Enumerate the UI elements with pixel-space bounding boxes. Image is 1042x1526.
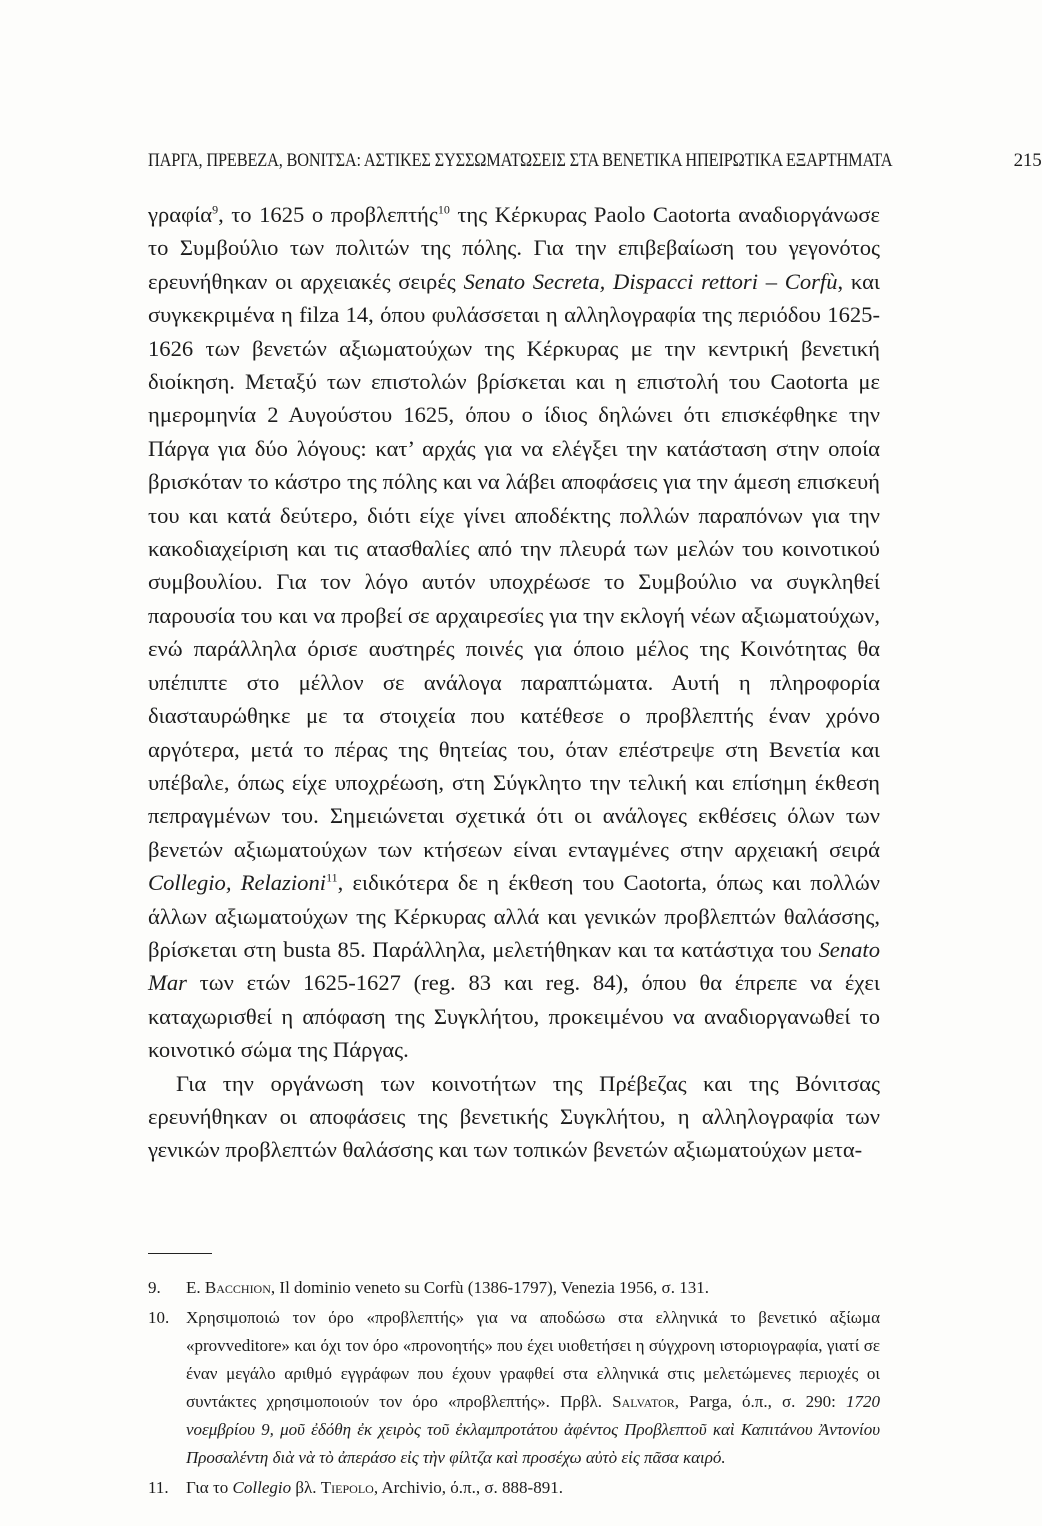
italic-archive-series: Collegio, Relazioni bbox=[148, 870, 327, 896]
footnote-10 bbox=[148, 1304, 880, 1472]
text-run: Χρησιμοποιώ τον όρο «προβλεπτής» για να αποδώσω στα ελληνικά το βενετικό αξίωμα «provveditore» και όχι τον όρο «προνοητής» που έχει υιοθετήσει η σύγχρονη ιστοριογραφία, γιατί σε έναν μεγάλο αριθμό εγγράφων που έχουν γραφθεί στα ελληνικά στις μελετώμενες περιοχές οι συντάκτες χρησιμοποιούν τον όρο «προβλεπτής». Πρβλ. bbox=[186, 1307, 880, 1411]
footnote-text bbox=[186, 1304, 880, 1472]
paragraph-2: Για την οργάνωση των κοινοτήτων της Πρέβεζας και της Βόνιτσας ερευνήθηκαν οι αποφάσεις της βενετικής Συγκλήτου, η αλληλογραφία των γενικών προβλεπτών θαλάσσης και των τοπικών βενετών αξιωματούχων μετα- bbox=[148, 1070, 880, 1163]
text-run: , Il dominio veneto su Corfù (1386-1797), Venezia 1956, σ. 131. bbox=[270, 1277, 709, 1297]
footnote-divider bbox=[148, 1253, 212, 1254]
footnote-number: 10. bbox=[148, 1307, 170, 1327]
italic-archive-series: Senato Mar bbox=[148, 936, 880, 996]
text-run: , Archivio, ό.π., σ. 888-891. bbox=[373, 1477, 563, 1497]
footnote-number: 9. bbox=[148, 1277, 161, 1297]
page-number: 215 bbox=[1013, 150, 1042, 171]
footnote-9 bbox=[148, 1274, 880, 1302]
body-text bbox=[148, 198, 880, 1167]
footnote-ref-9: 9 bbox=[212, 202, 219, 217]
footnote-author: Salvator bbox=[612, 1391, 675, 1411]
running-head-title: ΠΑΡΓΑ, ΠΡΕΒΕΖΑ, ΒΟΝΙΤΣΑ: ΑΣΤΙΚΕΣ ΣΥΣΣΩΜΑΤΩΣΕΙΣ ΣΤΑ ΒΕΝΕΤΙΚΑ ΗΠΕΙΡΩΤΙΚΑ ΕΞΑΡΤΗΜΑΤΑ bbox=[148, 150, 893, 171]
footnote-number: 11. bbox=[148, 1477, 169, 1497]
footnote-author: E. Bacchion bbox=[186, 1277, 271, 1297]
footnotes bbox=[148, 1274, 880, 1502]
footnote-text bbox=[186, 1474, 880, 1502]
footnote-author: Tiepolo bbox=[320, 1477, 374, 1497]
text-run: της Κέρκυρας Paolo Caotorta αναδιοργάνωσε το Συμβούλιο των πολιτών της πόλης. Για την επιβεβαίωση του γεγονότος ερευνήθηκαν οι αρχειακές σειρές bbox=[148, 202, 880, 294]
italic-archive-series: Senato Secreta, Dispacci rettori – Corfù bbox=[463, 268, 838, 294]
italic-archive-series: Collegio bbox=[232, 1477, 292, 1497]
footnote-ref-10: 10 bbox=[437, 202, 450, 217]
text-run: βλ. bbox=[291, 1477, 321, 1497]
paragraph-1 bbox=[148, 198, 880, 1067]
text-run: , και συγκεκριμένα η filza 14, όπου φυλάσσεται η αλληλογραφία της περιόδου 1625-1626 των βενετών αξιωματούχων της Κέρκυρας με την κεντρική βενετική διοίκηση. Μεταξύ των επιστολών βρίσκεται και η επιστολή του Caotorta με ημερομηνία 2 Αυγούστου 1625, όπου ο ίδιος δηλώνει ότι επισκέφθηκε την Πάργα για δύο λόγους: κατ’ αρχάς για να ελέγξει την κατάσταση στην οποία βρισκόταν το κάστρο της πόλης και να λάβει αποφάσεις για την άμεση επισκευή του και κατά δεύτερο, διότι είχε γίνει αποδέκτης πολλών παραπόνων για την κακοδιαχείριση και τις ατασθαλίες από την πλευρά των μελών του κοινοτικού συμβουλίου. Για τον λόγο αυτόν υποχρέωσε το Συμβούλιο να συγκληθεί παρουσία του και να προβεί σε αρχαιρεσίες για την εκλογή νέων αξιωματούχων, ενώ παράλληλα όρισε αυστηρές ποινές για όποιο μέλος της Κοινότητας θα υπέπιπτε στο μέλλον σε ανάλογα παραπτώματα. Αυτή η πληροφορία διασταυρώθηκε με τα στοιχεία που κατέθεσε ο προβλεπτής έναν χρόνο αργότερα, μετά το πέρας της θητείας του, όταν επέστρεψε στη Βενετία και υπέβαλε, όπως είχε υποχρέωση, στη Σύγκλητο την τελική και επίσημη έκθεση πεπραγμένων του. Σημειώνεται σχετικά ότι οι ανάλογες εκθέσεις όλων των βενετών αξιωματούχων των κτήσεων είναι ενταγμένες στην αρχειακή σειρά bbox=[148, 268, 880, 862]
footnote-ref-11: 11 bbox=[326, 870, 338, 885]
footnote-quote: 1720 νοεμβρίου 9, μοῦ ἐδόθη ἐκ χειρὸς τοῦ ἐκλαμπροτάτου ἀφέντος Προβλεπτοῦ καὶ Καπιτάνου Ἀντονίου Προσαλέντη διὰ νὰ τὸ ἀπεράσο εἰς τὴν φίλτζα καὶ προσέχω αὐτὸ εἰς πᾶσα καιρό. bbox=[186, 1391, 881, 1467]
running-head bbox=[148, 150, 1042, 172]
footnote-11 bbox=[148, 1474, 880, 1502]
text-run: των ετών 1625-1627 (reg. 83 και reg. 84), όπου θα έπρεπε να έχει καταχωρισθεί η απόφαση της Συγκλήτου, προκειμένου να αναδιοργανωθεί το κοινοτικό σώμα της Πάργας. bbox=[148, 970, 880, 1063]
text-run: , ειδικότερα δε η έκθεση του Caotorta, όπως και πολλών άλλων αξιωματούχων της Κέρκυρας αλλά και γενικών προβλεπτών θαλάσσης, βρίσκεται στη busta 85. Παράλληλα, μελετήθηκαν και τα κατάστιχα του bbox=[148, 870, 881, 962]
page bbox=[148, 150, 1042, 1504]
text-run: , Parga, ό.π., σ. 290: bbox=[674, 1391, 847, 1411]
text-run: Για το bbox=[186, 1477, 233, 1497]
footnote-text bbox=[186, 1274, 880, 1302]
text-run: γραφία bbox=[148, 202, 213, 227]
text-run: , το 1625 ο προβλεπτής bbox=[218, 202, 438, 227]
